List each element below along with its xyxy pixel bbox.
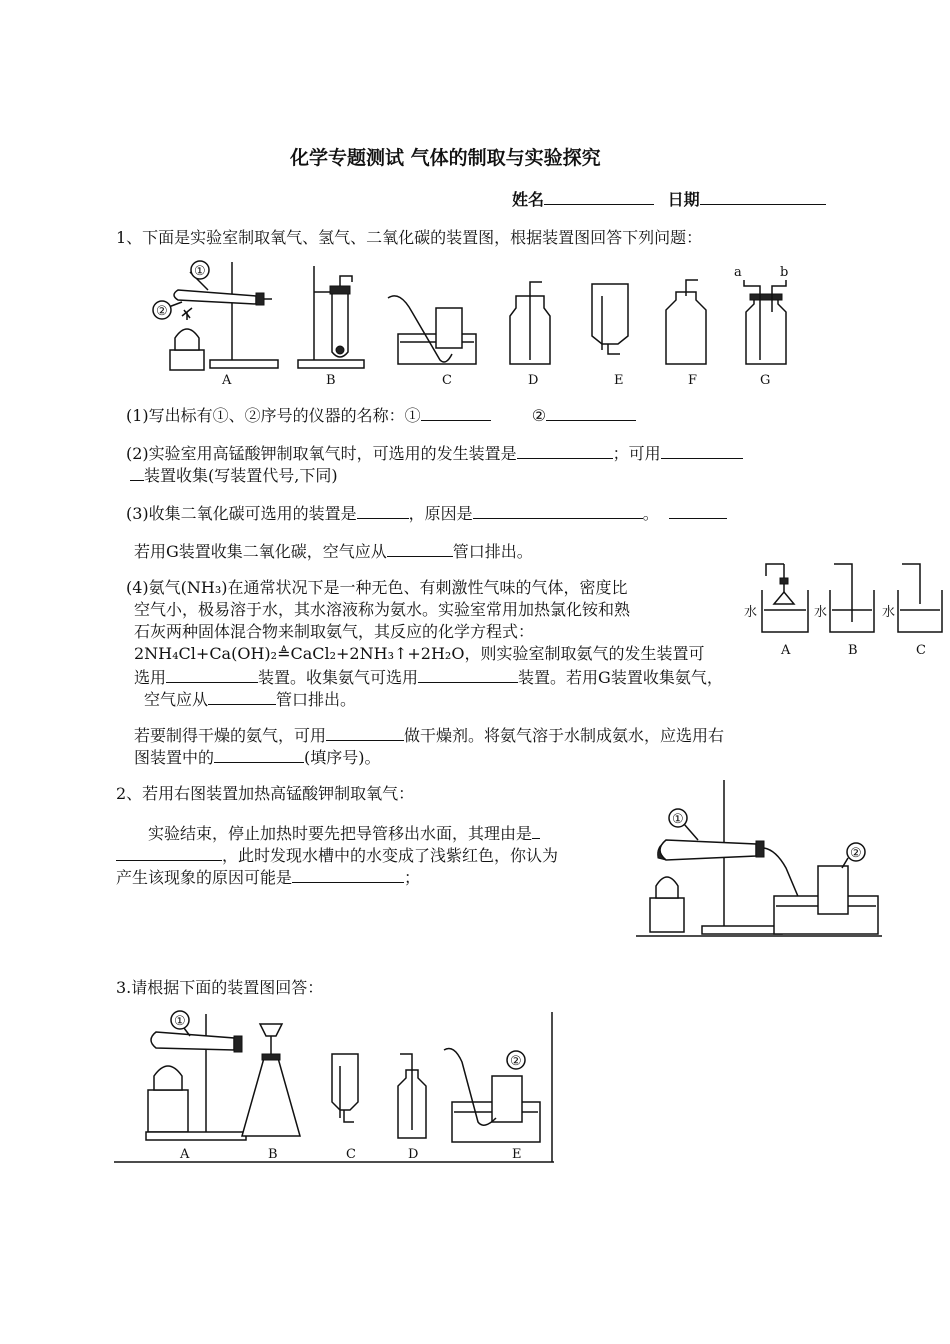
q1-part2-line1 — [126, 442, 743, 464]
q2-marker-1: ① — [672, 812, 684, 827]
q1-port-b: b — [780, 265, 789, 280]
q1-label-e: E — [614, 373, 624, 388]
q2-marker-2: ② — [850, 846, 862, 861]
q1-part2-blank-1[interactable] — [517, 442, 613, 459]
q1-part3-line2 — [134, 540, 533, 562]
q1-part3-line1 — [126, 502, 727, 524]
q1-part3-text-b: ，原因是 — [408, 504, 473, 523]
beaker-c-water-label: 水 — [882, 605, 896, 620]
q1-part4-text-d: 空气应从 — [144, 690, 209, 709]
q1-label-g: G — [760, 373, 771, 388]
q1-part4-blank-4[interactable] — [326, 724, 404, 741]
q1-part3-text-a: (3)收集二氧化碳可选用的装置是 — [126, 504, 357, 523]
q1-marker-2: ② — [156, 304, 168, 319]
q1-part4-text-a: 选用 — [134, 668, 167, 687]
q1-part4-equation: 2NH₄Cl+Ca(OH)₂≜CaCl₂+2NH₃↑+2H₂O，则实验室制取氨气的发生装置可 — [134, 644, 705, 663]
q1-part4-blank-2[interactable] — [418, 666, 518, 683]
page-title: 化学专题测试 气体的制取与实验探究 — [290, 147, 601, 169]
q1-part1 — [126, 404, 636, 426]
q3-label-a: A — [180, 1147, 190, 1162]
q3-label-e: E — [512, 1147, 522, 1162]
q1-part1-blank-2[interactable] — [546, 404, 636, 421]
beaker-a — [762, 564, 808, 632]
q2-line1 — [148, 822, 540, 844]
q1-part4-line8 — [134, 746, 381, 768]
q1-apparatus-d — [510, 282, 550, 364]
q2-blank-2[interactable] — [292, 866, 404, 883]
q1-part3-text-c: 。 — [642, 504, 659, 523]
q1-part2-text-c: 装置收集(写装置代号,下同) — [144, 466, 338, 485]
q3-marker-2: ② — [510, 1054, 522, 1069]
q1-part4-line5 — [134, 666, 723, 688]
q1-part4-text-b: 装置。收集氨气可选用 — [258, 668, 419, 687]
q1-port-a: a — [734, 265, 742, 280]
q1-stem: 1、下面是实验室制取氧气、氢气、二氧化碳的装置图，根据装置图回答下列问题： — [116, 228, 703, 247]
name-field — [512, 188, 826, 210]
q1-apparatus-c — [388, 296, 476, 364]
q1-part4-text-h: 图装置中的 — [134, 748, 215, 767]
date-blank[interactable] — [700, 188, 826, 205]
q2-line2 — [116, 844, 558, 866]
beaker-a-water-label: 水 — [744, 605, 758, 620]
q1-part1-mid: ② — [531, 406, 547, 425]
q2-line3 — [116, 866, 420, 888]
q1-part4-text-e: 管口排出。 — [276, 690, 357, 709]
q1-label-f: F — [688, 373, 698, 388]
q2-line3-text-a: 产生该现象的原因可能是 — [116, 868, 293, 887]
q3-marker-1: ① — [174, 1014, 186, 1029]
beaker-c — [898, 564, 942, 632]
q1-part4-line1: (4)氨气(NH₃)在通常状况下是一种无色、有刺激性气味的气体，密度比 — [126, 578, 628, 597]
q1-part4-blank-1[interactable] — [166, 666, 258, 683]
q1-part4-line6 — [144, 688, 356, 710]
q1-part2-blank-2[interactable] — [661, 442, 743, 459]
q1-part4-text-c: 装置。若用G装置收集氨气， — [518, 668, 723, 687]
q1-label-c: C — [442, 373, 452, 388]
beaker-b-water-label: 水 — [814, 605, 828, 620]
q1-part3-line2-text-a: 若用G装置收集二氧化碳，空气应从 — [134, 542, 387, 561]
q1-part2-blank-2-cont[interactable] — [130, 464, 144, 481]
beaker-a-label: A — [781, 643, 791, 658]
q3-label-b: B — [268, 1147, 278, 1162]
q1-part4-blank-5[interactable] — [214, 746, 304, 763]
q2-blank-1-cont[interactable] — [116, 844, 222, 861]
q1-part1-text: (1)写出标有①、②序号的仪器的名称：① — [126, 406, 421, 425]
q1-apparatus-figure — [150, 260, 800, 390]
q1-apparatus-b — [298, 266, 364, 368]
q3-apparatus-figure — [114, 1010, 554, 1166]
q2-blank-1[interactable] — [532, 822, 540, 839]
q1-part3-blank-4[interactable] — [387, 540, 453, 557]
q2-line2-text: ，此时发现水槽中的水变成了浅紫红色，你认为 — [222, 846, 559, 865]
q1-part3-blank-2[interactable] — [473, 502, 643, 519]
q1-part4-line2: 空气小，极易溶于水，其水溶液称为氨水。实验室常用加热氯化铵和熟 — [134, 600, 631, 619]
q1-label-b: B — [326, 373, 336, 388]
name-blank[interactable] — [544, 188, 654, 205]
q1-part2-text-a: (2)实验室用高锰酸钾制取氧气时，可选用的发生装置是 — [126, 444, 517, 463]
beaker-c-label: C — [916, 643, 926, 658]
q1-label-a: A — [222, 373, 232, 388]
q1-part3-line2-text-b: 管口排出。 — [452, 542, 533, 561]
q1-label-d: D — [528, 373, 539, 388]
q3-stem: 3.请根据下面的装置图回答： — [116, 978, 324, 997]
q1-part4-line3: 石灰两种固体混合物来制取氨气，其反应的化学方程式： — [134, 622, 535, 641]
q1-apparatus-e — [592, 284, 628, 354]
q3-label-d: D — [408, 1147, 419, 1162]
q1-part4-text-i: (填序号)。 — [304, 748, 381, 767]
q1-part2-line2 — [130, 464, 338, 486]
q1-part1-blank-1[interactable] — [421, 404, 491, 421]
q1-part2-text-b: ；可用 — [612, 444, 661, 463]
q2-line3-text-b: ； — [404, 868, 421, 887]
beaker-b — [830, 564, 874, 632]
name-label: 姓名 — [512, 190, 545, 209]
q1-part3-blank-1[interactable] — [357, 502, 409, 519]
q2-apparatus-figure — [636, 778, 882, 940]
date-label: 日期 — [667, 190, 700, 209]
q1-part4-line7 — [134, 724, 724, 746]
q1-part4-text-f: 若要制得干燥的氨气，可用 — [134, 726, 327, 745]
q1-marker-1: ① — [194, 264, 206, 279]
q3-label-c: C — [346, 1147, 356, 1162]
q1-apparatus-a — [166, 262, 278, 370]
ammonia-beakers-figure — [744, 560, 944, 660]
q1-part4-text-g: 做干燥剂。将氨气溶于水制成氨水，应选用右 — [404, 726, 725, 745]
q1-part3-blank-3[interactable] — [669, 502, 727, 519]
beaker-b-label: B — [848, 643, 858, 658]
q2-stem: 2、若用右图装置加热高锰酸钾制取氧气： — [116, 784, 415, 803]
q1-apparatus-g — [744, 280, 786, 364]
q1-apparatus-f — [666, 280, 706, 364]
q2-line1-text: 实验结束，停止加热时要先把导管移出水面，其理由是 — [148, 824, 533, 843]
q1-part4-blank-3[interactable] — [208, 688, 276, 705]
